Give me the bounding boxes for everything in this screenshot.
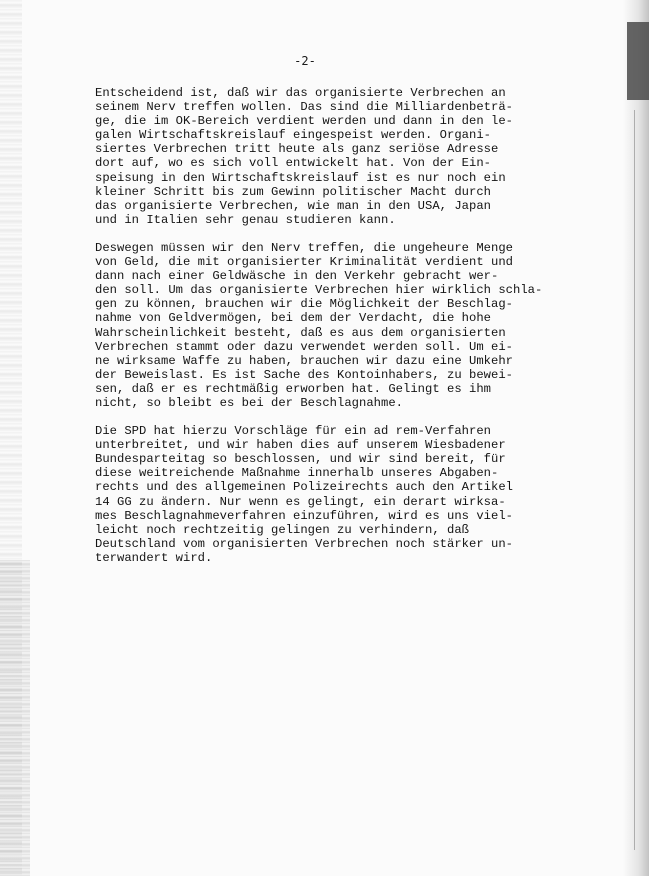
text-line: mes Beschlagnahmeverfahren einzuführen, wird es uns viel- [95, 508, 514, 523]
text-line: rechts und des allgemeinen Polizeirechts auch den Artikel [95, 480, 514, 495]
text-line: Bundesparteitag so beschlossen, und wir sind bereit, für [95, 452, 506, 467]
text-line: gen zu können, brauchen wir die Möglichkeit der Beschlag- [95, 297, 514, 312]
text-line: diese weitreichende Maßnahme innerhalb unseres Abgaben- [95, 466, 499, 481]
text-line: speisung in den Wirtschaftskreislauf ist es nur noch ein [95, 170, 506, 185]
page-fold-line [634, 110, 635, 850]
paragraph-1 [95, 86, 525, 227]
body-text [95, 86, 543, 579]
text-line: kleiner Schritt bis zum Gewinn politischer Macht durch [95, 184, 492, 199]
text-line: seinem Nerv treffen wollen. Das sind die Milliardenbeträ- [95, 100, 514, 115]
text-line: unterbreitet, und wir haben dies auf unserem Wiesbadener [95, 438, 506, 453]
text-line: Deutschland vom organisierten Verbrechen noch stärker un- [95, 536, 514, 551]
scan-edge-tab [627, 22, 649, 100]
paragraph-2 [95, 240, 543, 410]
text-line: ge, die im OK-Bereich verdient werden und dann in den le- [95, 114, 514, 129]
text-line: Entscheidend ist, daß wir das organisierte Verbrechen an [95, 86, 506, 100]
text-line: und in Italien sehr genau studieren kann. [95, 212, 396, 227]
text-line: galen Wirtschaftskreislauf eingespeist werden. Organi- [95, 128, 492, 143]
text-line: siertes Verbrechen tritt heute als ganz seriöse Adresse [95, 142, 499, 157]
text-line: dort auf, wo es sich voll entwickelt hat. Von der Ein- [95, 156, 492, 171]
scan-edge-left-lower [0, 560, 30, 876]
text-line: sen, daß er es rechtmäßig erworben hat. Gelingt es ihm [95, 381, 492, 396]
text-line: dann nach einer Geldwäsche in den Verkehr gebracht wer- [95, 269, 499, 284]
text-line: der Beweislast. Es ist Sache des Kontoinhabers, zu bewei- [95, 367, 514, 382]
text-line: den soll. Um das organisierte Verbrechen hier wirklich schla- [95, 283, 543, 298]
text-line: Verbrechen stammt oder dazu verwendet werden soll. Um ei- [95, 339, 514, 354]
text-line: Deswegen müssen wir den Nerv treffen, die ungeheure Menge [95, 240, 514, 255]
text-line: ne wirksame Waffe zu haben, brauchen wir dazu eine Umkehr [95, 353, 514, 368]
text-line: Wahrscheinlichkeit besteht, daß es aus dem organisierten [95, 325, 506, 340]
text-line: nahme von Geldvermögen, bei dem der Verdacht, die hohe [95, 311, 492, 326]
text-line: das organisierte Verbrechen, wie man in den USA, Japan [95, 198, 492, 213]
text-line: 14 GG zu ändern. Nur wenn es gelingt, ein derart wirksa- [95, 494, 506, 509]
text-line: terwandert wird. [95, 550, 213, 565]
scan-edge-right [623, 0, 649, 876]
text-line: leicht noch rechtzeitig gelingen zu verhindern, daß [95, 522, 470, 537]
text-line: von Geld, die mit organisierter Kriminalität verdient und [95, 255, 514, 270]
text-line: nicht, so bleibt es bei der Beschlagnahme. [95, 395, 404, 410]
text-line: Die SPD hat hierzu Vorschläge für ein ad rem-Verfahren [95, 424, 492, 439]
paragraph-3 [95, 424, 525, 565]
page-number: -2- [294, 54, 316, 68]
